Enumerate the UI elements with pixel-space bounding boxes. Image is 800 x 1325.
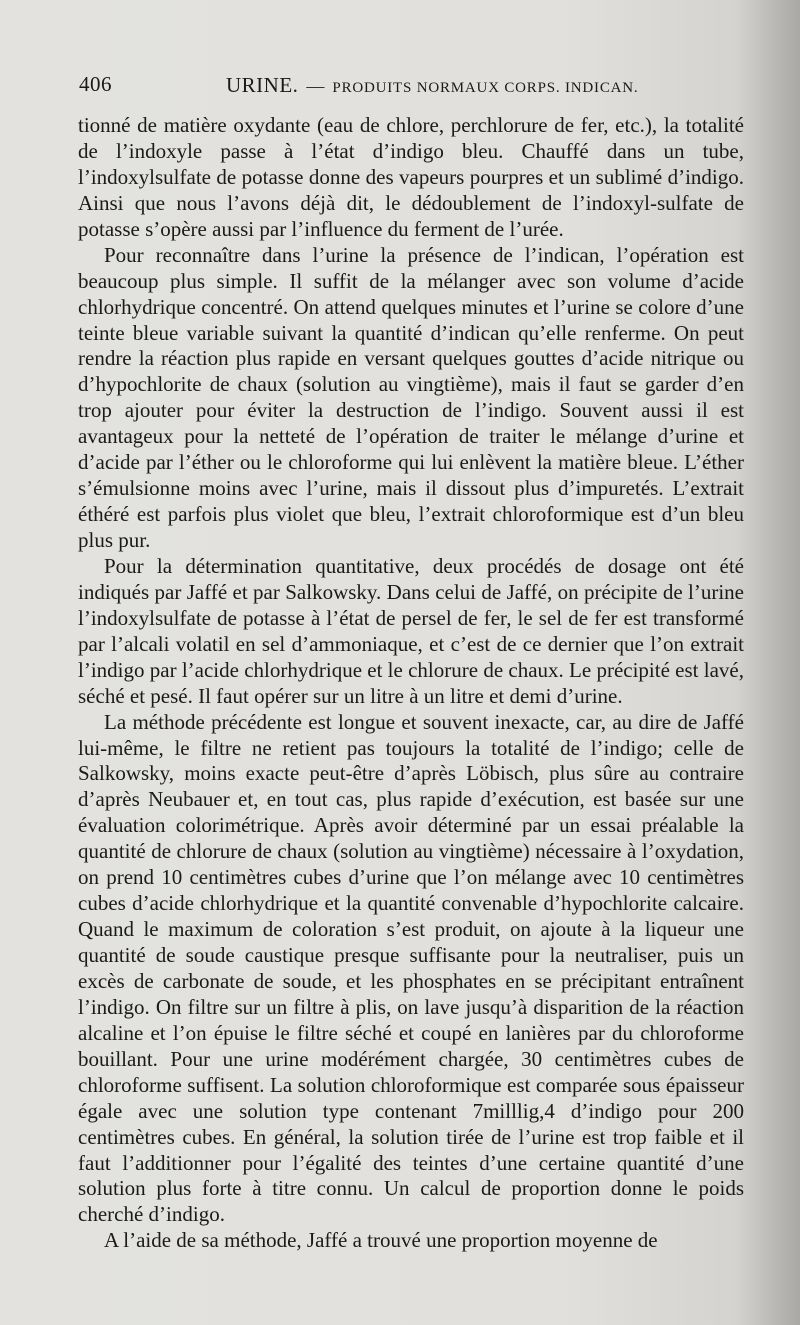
page-number: 406 bbox=[79, 72, 112, 96]
paragraph-2: Pour reconnaître dans l’urine la présence de l’indican, l’opération est beaucoup plus simple. Il suffit de la mélanger avec son volume d’acide chlorhydrique concentré. On attend quelques minutes et l’urine se colore d’une teinte bleue variable suivant la quantité d’indican qu’elle renferme. On peut rendre la réaction plus rapide en versant quelques gouttes d’acide nitrique ou d’hypochlorite de chaux (solution au vingtième), mais il faut se garder d’en trop ajouter pour éviter la destruction de l’indigo. Souvent aussi il est avantageux pour la netteté de l’opération de traiter le mélange d’urine et d’acide par l’éther ou le chloroforme qui lui enlèvent la matière bleue. L’éther s’émulsionne moins avec l’urine, mais il dissout plus d’impuretés. L’extrait éthéré est parfois plus violet que bleu, l’extrait chloroformique est d’un bleu plus pur. bbox=[78, 242, 744, 552]
running-title: URINE. bbox=[226, 73, 299, 97]
running-head bbox=[226, 73, 638, 98]
paragraph-1: tionné de matière oxydante (eau de chlore, perchlorure de fer, etc.), la totalité de l’indoxyle passe à l’état d’indigo bleu. Chauffé dans un tube, l’indoxylsulfate de potasse donne des vapeurs pourpres et un sublimé d’indigo. Ainsi que nous l’avons déjà dit, le dédoublement de l’indoxyl-sulfate de potasse s’opère aussi par l’influence du ferment de l’urée. bbox=[78, 113, 744, 241]
running-head-dash: — bbox=[306, 76, 325, 96]
body-text bbox=[78, 113, 744, 1254]
paragraph-4: La méthode précédente est longue et souvent inexacte, car, au dire de Jaffé lui-même, le filtre ne retient pas toujours la totalité de l’indigo; celle de Salkowsky, moins exacte peut-être d’après Löbisch, plus sûre au contraire d’après Neubauer et, en tout cas, plus rapide d’exécution, est basée sur une évaluation colorimétrique. Après avoir déterminé par un essai préalable la quantité de chlorure de chaux (solution au vingtième) nécessaire à l’oxydation, on prend 10 centimètres cubes d’urine que l’on mélange avec 10 centimètres cubes d’acide chlorhydrique et la quantité convenable d’hypochlorite calcaire. Quand le maximum de coloration s’est produit, on ajoute à la liqueur une quantité de soude caustique presque suffisante pour la neutraliser, puis un excès de carbonate de soude, et les phosphates en se précipitant entraînent l’indigo. On filtre sur un filtre à plis, on lave jusqu’à disparition de la réaction alcaline et l’on épuise le filtre séché et coupé en lanières par du chloroforme bouillant. Pour une urine modérément chargée, 30 centimètres cubes de chloroforme suffisent. La solution chloroformique est comparée sous épaisseur égale avec une solution type contenant 7milllig,4 d’indigo pour 200 centimètres cubes. En général, la solution tirée de l’urine est trop faible et il faut l’additionner pour l’égalité des teintes d’une certaine quantité d’une solution plus forte à titre connu. Un calcul de proportion donne le poids cherché d’indigo. bbox=[78, 709, 744, 1227]
page-header bbox=[79, 72, 749, 102]
paragraph-3: Pour la détermination quantitative, deux procédés de dosage ont été indiqués par Jaffé et par Salkowsky. Dans celui de Jaffé, on précipite de l’urine l’indoxylsulfate de potasse à l’état de persel de fer, le sel de fer est transformé par l’alcali volatil en sel d’ammoniaque, et c’est de ce dernier que l’on extrait l’indigo par l’acide chlorhydrique et le chlorure de chaux. Le précipité est lavé, séché et pesé. Il faut opérer sur un litre à un litre et demi d’urine. bbox=[78, 553, 744, 708]
running-subtitle: PRODUITS NORMAUX CORPS. INDICAN. bbox=[332, 80, 639, 96]
paragraph-5: A l’aide de sa méthode, Jaffé a trouvé une proportion moyenne de bbox=[104, 1228, 658, 1253]
